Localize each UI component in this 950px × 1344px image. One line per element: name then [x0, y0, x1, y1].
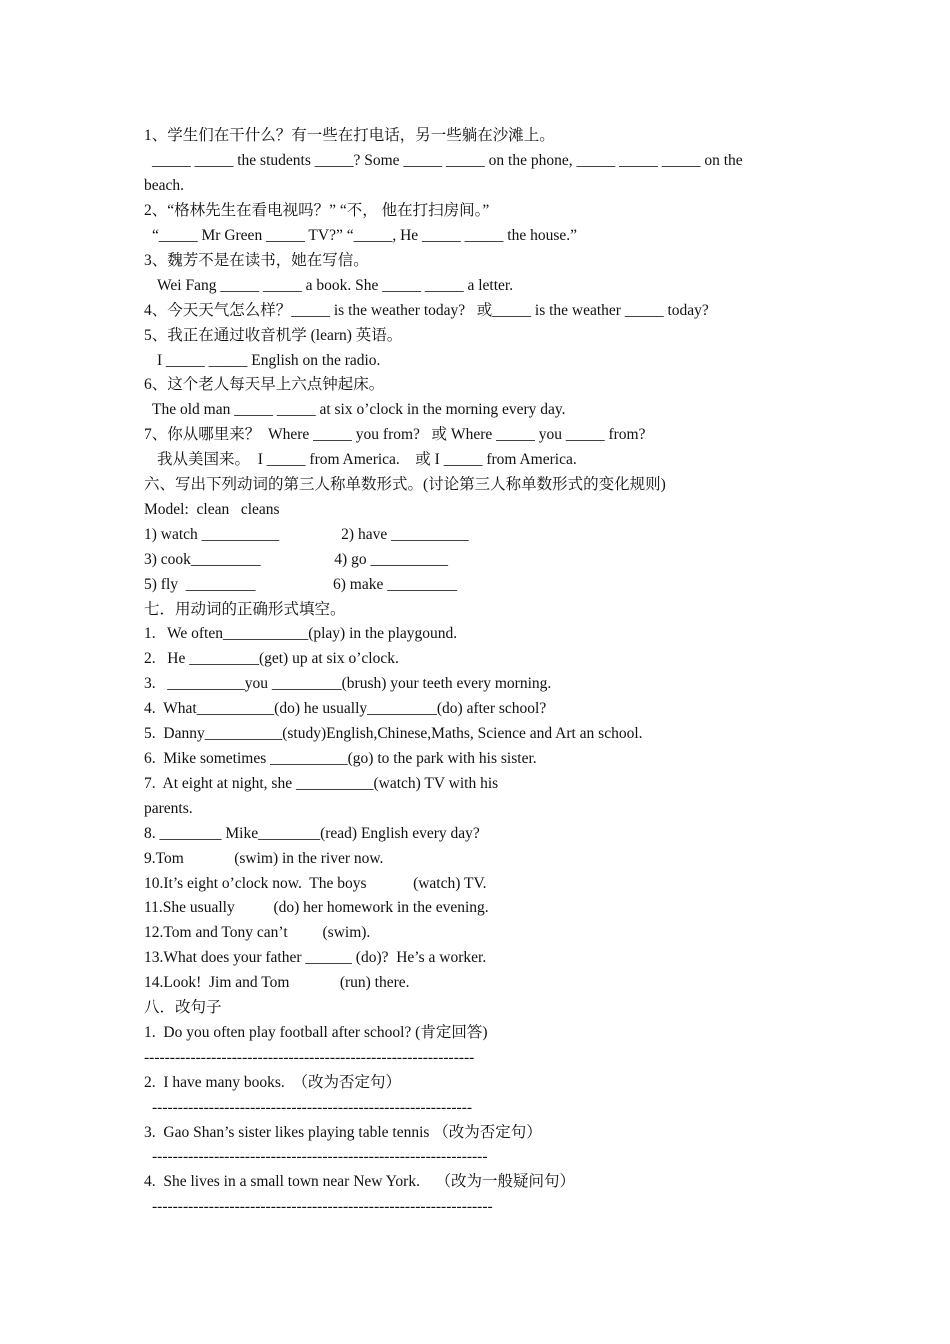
fill-item-4: 4. What__________(do) he usually_________(do) after school? [144, 700, 547, 717]
q1-chinese: 1、学生们在干什么？有一些在打电话，另一些躺在沙滩上。 [144, 127, 555, 144]
q5-english: I _____ _____ English on the radio. [157, 352, 381, 369]
fill-item-7: 7. At eight at night, she __________(watch) TV with his [144, 775, 499, 792]
fill-item-1: 1. We often___________(play) in the playgound. [144, 625, 458, 642]
section-6-model: Model: clean cleans [144, 501, 280, 518]
verb-row-2: 3) cook_________ 4) go __________ [144, 551, 448, 568]
q7-question: 7、你从哪里来？ Where _____ you from? 或 Where _____ you _____ from? [144, 426, 646, 443]
section-8-heading: 八．改句子 [144, 999, 222, 1016]
fill-item-2: 2. He _________(get) up at six o’clock. [144, 650, 399, 667]
fill-item-6: 6. Mike sometimes __________(go) to the park with his sister. [144, 750, 537, 767]
fill-item-13: 13.What does your father ______ (do)? He’s a worker. [144, 949, 487, 966]
answer-line-1: ---------------------------------------------------------------- [144, 1049, 475, 1066]
verb-row-1: 1) watch __________ 2) have __________ [144, 526, 469, 543]
fill-item-11: 11.She usually (do) her homework in the evening. [144, 899, 489, 916]
fill-item-9: 9.Tom (swim) in the river now. [144, 850, 384, 867]
q3-chinese: 3、魏芳不是在读书，她在写信。 [144, 252, 369, 269]
rewrite-item-2: 2. I have many books. （改为否定句） [144, 1074, 402, 1091]
fill-item-8: 8. ________ Mike________(read) English every day? [144, 825, 480, 842]
q1-english-cont: beach. [144, 177, 185, 194]
section-7-heading: 七．用动词的正确形式填空。 [144, 601, 346, 618]
q6-english: The old man _____ _____ at six o’clock in the morning every day. [152, 401, 566, 418]
fill-item-12: 12.Tom and Tony can’t (swim). [144, 924, 371, 941]
fill-item-5: 5. Danny__________(study)English,Chinese,Maths, Science and Art an school. [144, 725, 643, 742]
rewrite-item-1: 1. Do you often play football after school? (肯定回答) [144, 1024, 488, 1041]
fill-item-10: 10.It’s eight o’clock now. The boys (watch) TV. [144, 875, 487, 892]
rewrite-item-3: 3. Gao Shan’s sister likes playing table tennis （改为否定句） [144, 1124, 542, 1141]
section-6-heading: 六、写出下列动词的第三人称单数形式。(讨论第三人称单数形式的变化规则) [144, 476, 666, 493]
fill-item-3: 3. __________you _________(brush) your teeth every morning. [144, 675, 552, 692]
answer-line-4: ------------------------------------------------------------------ [152, 1198, 493, 1215]
verb-row-3: 5) fly _________ 6) make _________ [144, 576, 457, 593]
answer-line-3: ----------------------------------------------------------------- [152, 1148, 488, 1165]
q6-chinese: 6、这个老人每天早上六点钟起床。 [144, 376, 385, 393]
q5-chinese: 5、我正在通过收音机学 (learn) 英语。 [144, 327, 403, 344]
q1-english: _____ _____ the students _____? Some _____ _____ on the phone, _____ _____ _____ on the [152, 152, 743, 169]
fill-item-14: 14.Look! Jim and Tom (run) there. [144, 974, 410, 991]
answer-line-2: -------------------------------------------------------------- [152, 1099, 473, 1116]
q2-chinese: 2、“格林先生在看电视吗？” “不， 他在打扫房间。” [144, 202, 490, 219]
rewrite-item-4: 4. She lives in a small town near New York. （改为一般疑问句） [144, 1173, 575, 1190]
q4: 4、今天天气怎么样？_____ is the weather today? 或_____ is the weather _____ today? [144, 302, 709, 319]
q7-answer: 我从美国来。 I _____ from America. 或 I _____ from America. [157, 451, 577, 468]
q3-english: Wei Fang _____ _____ a book. She _____ _____ a letter. [157, 277, 514, 294]
fill-item-7-cont: parents. [144, 800, 193, 817]
q2-english: “_____ Mr Green _____ TV?” “_____, He _____ _____ the house.” [152, 227, 578, 244]
